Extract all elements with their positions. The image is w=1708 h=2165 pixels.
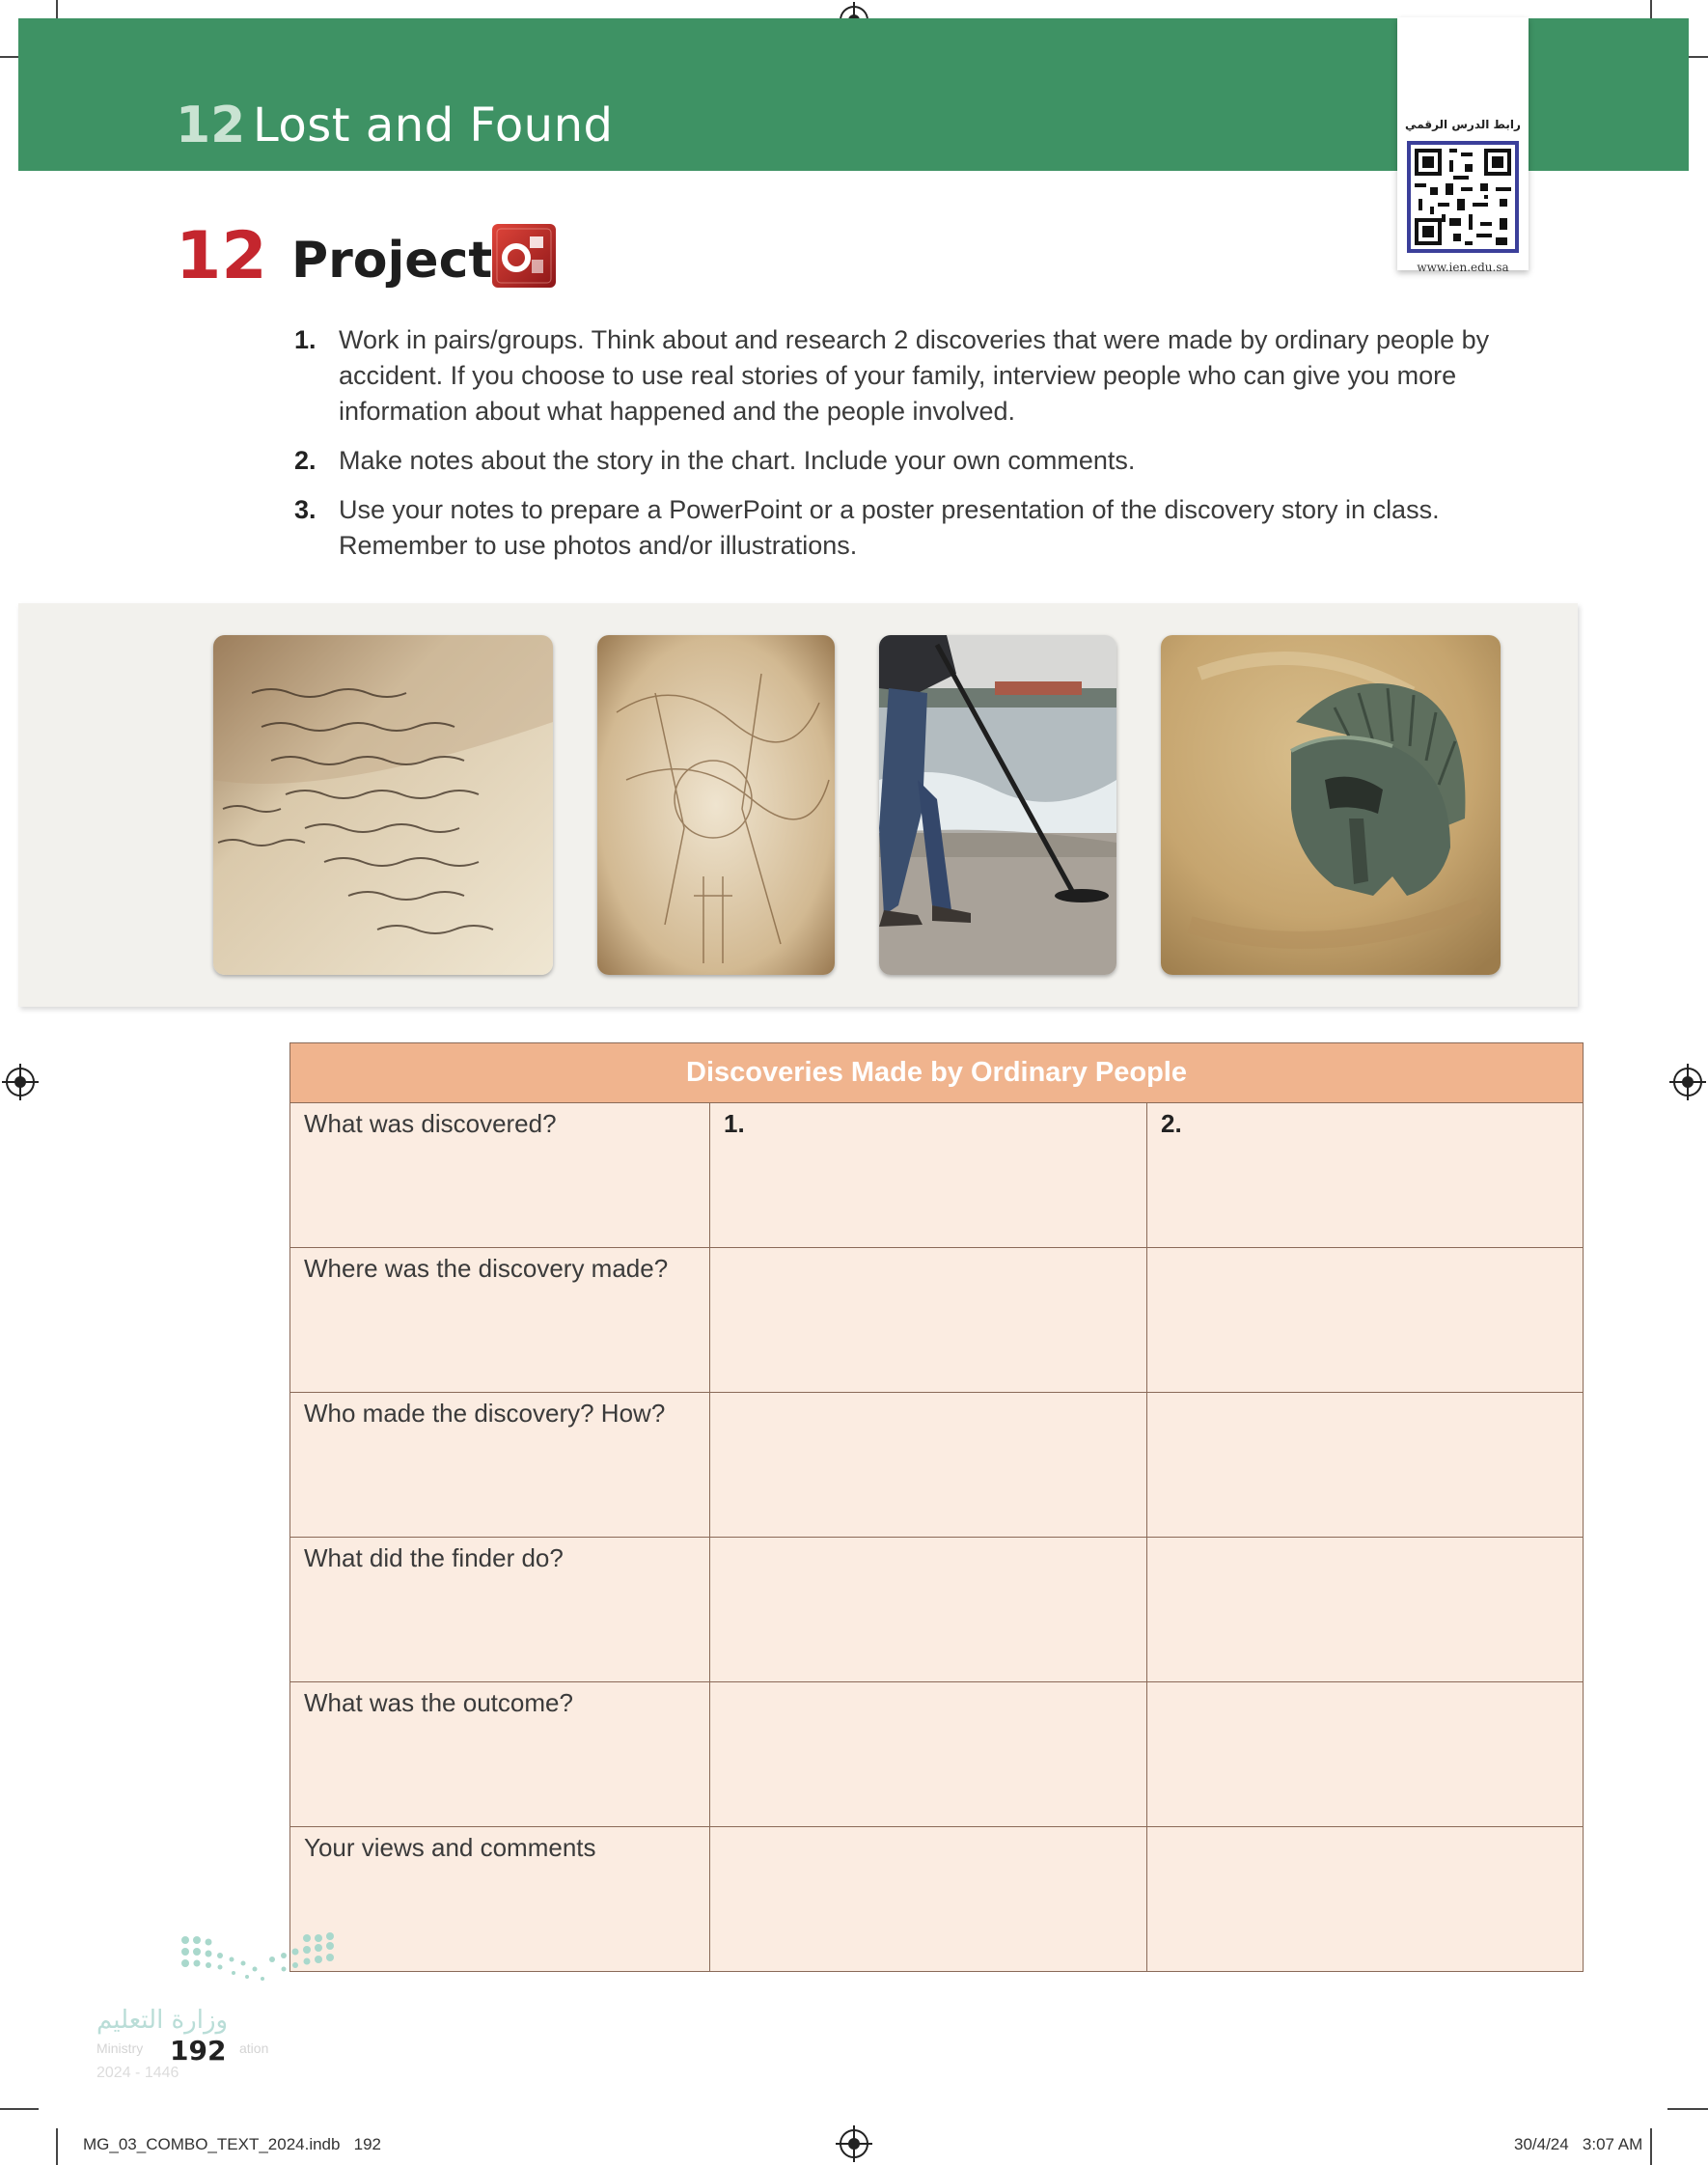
answer-cell-1[interactable]: [710, 1682, 1147, 1827]
row-label: What did the finder do?: [290, 1538, 710, 1682]
instruction-item: [294, 492, 1568, 564]
answer-cell-1[interactable]: 1.: [710, 1103, 1147, 1248]
ministry-year: 2024 - 1446: [96, 2065, 179, 2081]
row-label: Where was the discovery made?: [290, 1248, 710, 1393]
instruction-number: 3.: [294, 495, 317, 524]
photo-ancient-helmet-in-sand: [1161, 635, 1501, 975]
photo-old-sketch-map: [597, 635, 835, 975]
registration-mark: [6, 1068, 35, 1096]
crop-mark: [56, 2128, 58, 2165]
answer-cell-2[interactable]: [1147, 1538, 1584, 1682]
table-row: [290, 1538, 1584, 1682]
answer-cell-2[interactable]: [1147, 1393, 1584, 1538]
table-row: [290, 1827, 1584, 1972]
qr-card[interactable]: [1397, 17, 1529, 274]
table-row: [290, 1682, 1584, 1827]
row-label: What was discovered?: [290, 1103, 710, 1248]
photo-metal-detector-beach: [879, 635, 1116, 975]
answer-cell-2[interactable]: 2.: [1147, 1103, 1584, 1248]
chart-title: Discoveries Made by Ordinary People: [290, 1043, 1584, 1103]
instruction-number: 1.: [294, 325, 317, 354]
table-row: [290, 1248, 1584, 1393]
crop-mark: [1650, 2128, 1652, 2165]
unit-number: 12: [176, 97, 246, 154]
answer-cell-1[interactable]: [710, 1393, 1147, 1538]
project-title: Project: [291, 232, 493, 290]
chart-header-row: [290, 1043, 1584, 1103]
instruction-list: [294, 322, 1568, 577]
instruction-text: Work in pairs/groups. Think about and research 2 discoveries that were made by ordinary people by accident. If you choose to use real stories of your family, interview people who can give you more information about what happened and the people involved.: [339, 325, 1490, 426]
photo-strip: [18, 603, 1578, 1007]
row-label: Your views and comments: [290, 1827, 710, 1972]
answer-cell-2[interactable]: [1147, 1827, 1584, 1972]
qr-url[interactable]: www.ien.edu.sa: [1417, 261, 1509, 274]
print-slug-date: 30/4/24 3:07 AM: [1514, 2135, 1643, 2153]
ministry-name-arabic: وزارة التعليم: [96, 2006, 229, 2035]
instruction-text: Make notes about the story in the chart. Include your own comments.: [339, 446, 1136, 475]
print-slug-file: MG_03_COMBO_TEXT_2024.indb 192: [83, 2135, 381, 2153]
ministry-name-english: Ministry: [96, 2040, 144, 2056]
photo-old-handwritten-book: [213, 635, 553, 975]
row-label: What was the outcome?: [290, 1682, 710, 1827]
ministry-name-english-end: ation: [239, 2040, 269, 2056]
answer-cell-1[interactable]: [710, 1538, 1147, 1682]
answer-cell-1[interactable]: [710, 1248, 1147, 1393]
table-row: [290, 1393, 1584, 1538]
ministry-logo-icon: [176, 1930, 344, 1988]
instruction-text: Use your notes to prepare a PowerPoint or a poster presentation of the discovery story in class. Remember to use photos and/or illustrations.: [339, 495, 1440, 560]
crop-mark: [1667, 2108, 1708, 2110]
crop-mark: [0, 2108, 39, 2110]
row-label: Who made the discovery? How?: [290, 1393, 710, 1538]
instruction-number: 2.: [294, 446, 317, 475]
registration-mark: [840, 2129, 868, 2158]
registration-mark: [1673, 1068, 1702, 1096]
unit-title: Lost and Found: [253, 98, 614, 153]
instruction-item: [294, 443, 1568, 479]
answer-cell-2[interactable]: [1147, 1682, 1584, 1827]
project-number: 12: [176, 218, 267, 294]
answer-cell-1[interactable]: [710, 1827, 1147, 1972]
office-icon: [491, 223, 557, 289]
answer-cell-2[interactable]: [1147, 1248, 1584, 1393]
discovery-chart: [289, 1042, 1584, 1972]
page-number: 192: [170, 2035, 227, 2067]
instruction-item: [294, 322, 1568, 430]
qr-code-icon[interactable]: [1407, 141, 1519, 253]
table-row: [290, 1103, 1584, 1248]
qr-label: رابط الدرس الرقمي: [1405, 118, 1521, 131]
